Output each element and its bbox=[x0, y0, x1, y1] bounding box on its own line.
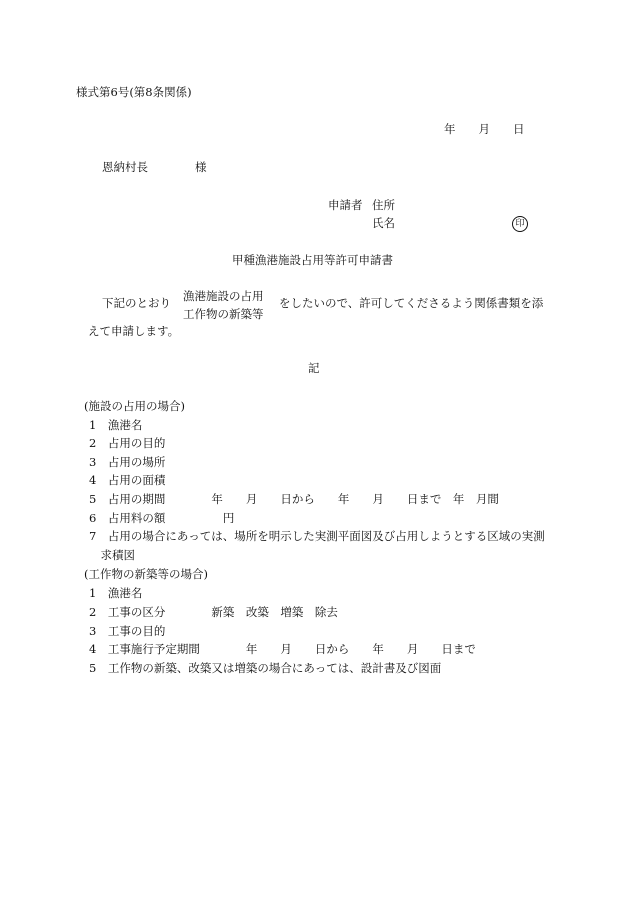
list-item: 1 漁港名 bbox=[89, 418, 143, 432]
list-item: 6 占用料の額 円 bbox=[89, 511, 235, 525]
section-b-heading: (工作物の新築等の場合) bbox=[84, 567, 208, 581]
list-item: 求積図 bbox=[89, 548, 135, 562]
list-item: 5 工作物の新築、改築又は増築の場合にあっては、設計書及び図面 bbox=[89, 661, 442, 675]
ki-heading: 記 bbox=[308, 361, 320, 375]
document-title: 甲種漁港施設占用等許可申請書 bbox=[232, 253, 393, 267]
list-item: 2 工事の区分 新築 改築 増築 除去 bbox=[89, 605, 338, 619]
list-item: 4 工事施行予定期間 年 月 日から 年 月 日まで bbox=[89, 642, 476, 656]
intro-prefix: 下記のとおり bbox=[102, 296, 171, 310]
list-item: 1 漁港名 bbox=[89, 586, 143, 600]
name-label: 氏名 bbox=[372, 216, 395, 230]
applicant-label: 申請者 bbox=[328, 198, 363, 212]
option-occupancy: 漁港施設の占用 bbox=[183, 289, 264, 303]
seal-mark bbox=[512, 216, 528, 232]
list-item: 2 占用の目的 bbox=[89, 436, 166, 450]
intro-suffix: をしたいので、許可してくださるよう関係書類を添 bbox=[279, 296, 544, 310]
date-line: 年 月 日 bbox=[444, 122, 525, 136]
seal-text: 印 bbox=[512, 216, 528, 232]
section-a-heading: (施設の占用の場合) bbox=[84, 399, 185, 413]
list-item: 5 占用の期間 年 月 日から 年 月 日まで 年 月間 bbox=[89, 492, 499, 506]
list-item: 4 占用の面積 bbox=[89, 473, 166, 487]
list-item: 3 工事の目的 bbox=[89, 624, 166, 638]
addressee: 恩納村長 bbox=[102, 160, 148, 174]
option-construction: 工作物の新築等 bbox=[183, 306, 264, 321]
address-label: 住所 bbox=[372, 198, 395, 212]
list-item: 3 占用の場所 bbox=[89, 455, 166, 469]
list-item: 7 占用の場合にあっては、場所を明示した実測平面図及び占用しようとする区域の実測 bbox=[89, 529, 545, 543]
option-stack bbox=[183, 288, 264, 324]
honorific: 様 bbox=[195, 160, 207, 174]
intro-continuation: えて申請します。 bbox=[88, 324, 180, 338]
form-number-label: 様式第6号(第8条関係) bbox=[76, 85, 192, 99]
